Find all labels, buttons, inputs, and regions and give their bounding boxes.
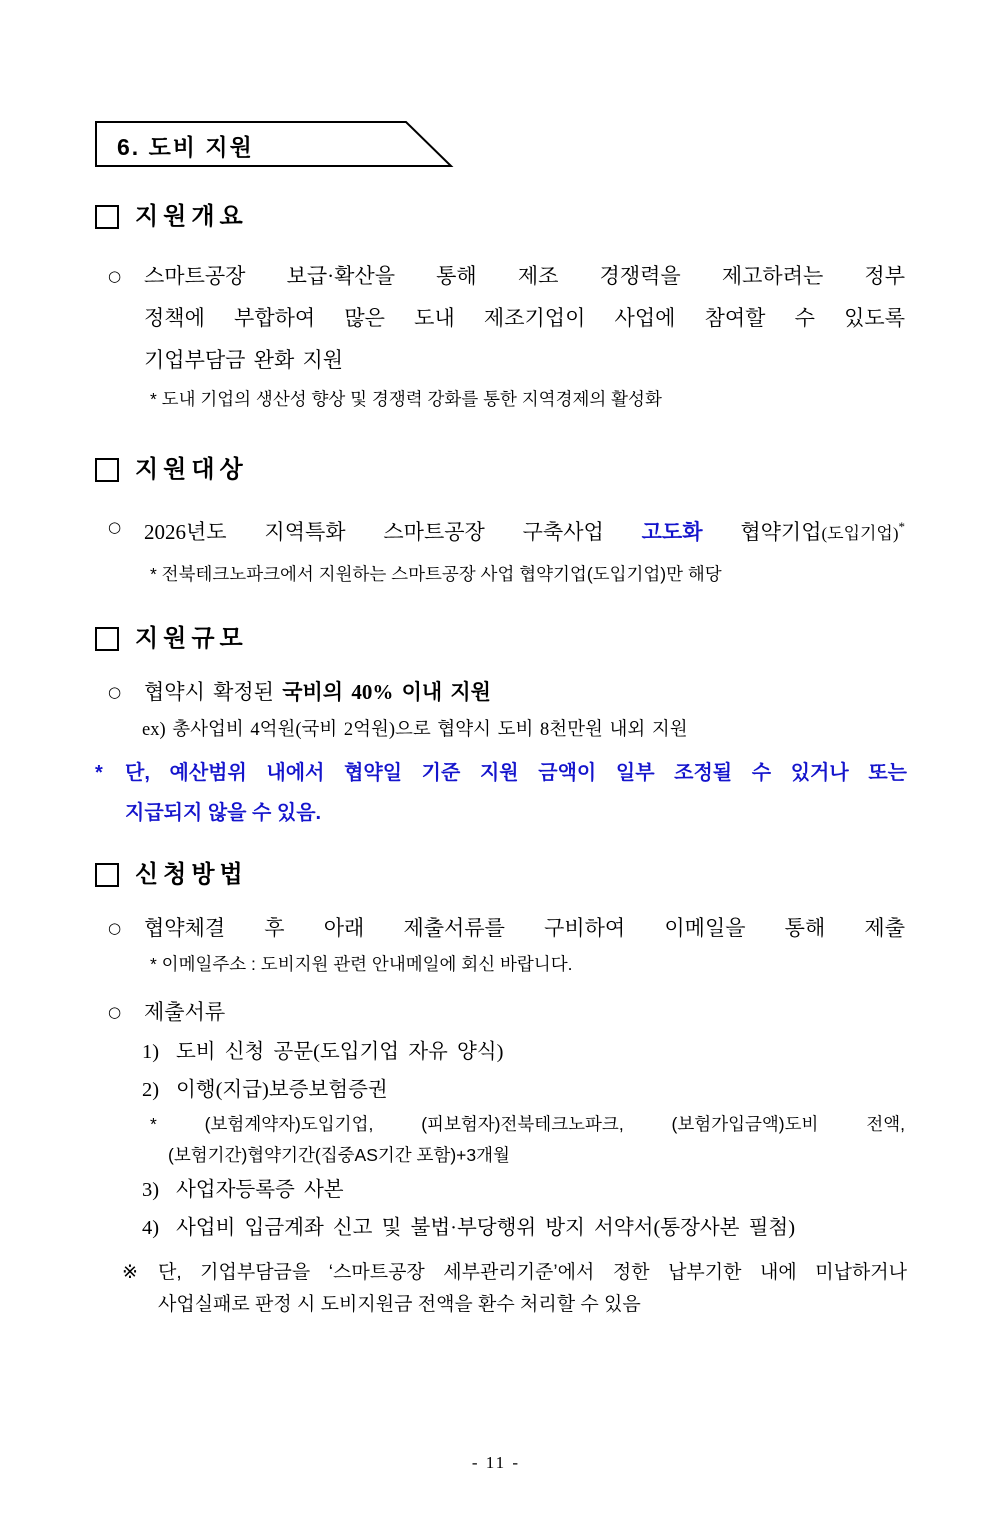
docs-bullet [108, 991, 905, 1033]
doc-item-2 [142, 1071, 905, 1109]
scale-bullet-text [144, 671, 905, 713]
overview-line-1: 스마트공장 보급·확산을 통해 제조 경쟁력을 제고하려는 정부 [144, 264, 905, 288]
target-note: * 전북테크노파크에서 지원하는 스마트공장 사업 협약기업(도입기업)만 해당 [150, 564, 722, 584]
scale-bullet [108, 671, 905, 713]
insurance-note [150, 1109, 905, 1171]
refund-warning [122, 1257, 907, 1321]
doc-text: 사업자등록증 사본 [176, 1179, 344, 1201]
refund-line-1: 단, 기업부담금을 ‘스마트공장 세부관리기준’에서 정한 납부기한 내에 미납하거나 [158, 1262, 907, 1283]
reference-mark-icon: ※ [122, 1262, 138, 1283]
overview-bullet-text [144, 255, 905, 381]
scale-text-bold: 국비의 40% 이내 지원 [282, 680, 491, 704]
doc-number: 4) [142, 1217, 160, 1239]
doc-text: 이행(지급)보증보험증권 [176, 1079, 388, 1101]
doc-text: 사업비 입금계좌 신고 및 불법·부당행위 방지 서약서(통장사본 필첨) [176, 1217, 796, 1239]
circle-bullet-icon: ○ [108, 1003, 122, 1021]
document-page [0, 121, 992, 1524]
section-heading-apply [95, 859, 992, 891]
doc-item-4 [142, 1209, 905, 1247]
checkbox-icon [95, 863, 119, 887]
budget-warning [95, 753, 907, 833]
email-note: * 이메일주소 : 도비지원 관련 안내메일에 회신 바랍니다. [150, 954, 573, 974]
apply-submit-bullet [108, 907, 905, 949]
section-heading-label: 지원대상 [135, 457, 248, 483]
page-title: 6. 도비 지원 [117, 134, 254, 160]
checkbox-icon [95, 205, 119, 229]
target-text-prefix: 2026년도 지역특화 스마트공장 구축사업 [144, 520, 642, 544]
doc-item-1 [142, 1033, 905, 1071]
docs-bullet-text: 제출서류 [144, 1000, 226, 1024]
overview-line-2: 정책에 부합하여 많은 도내 제조기업이 사업에 참여할 수 있도록 [144, 306, 905, 330]
checkbox-icon [95, 458, 119, 482]
target-text-highlight: 고도화 [641, 520, 703, 544]
doc-number: 3) [142, 1179, 160, 1201]
section-heading-label: 지원규모 [135, 626, 248, 652]
title-banner [95, 121, 455, 168]
doc-text: 도비 신청 공문(도입기업 자유 양식) [176, 1041, 504, 1063]
refund-line-2: 사업실패로 판정 시 도비지원금 전액을 환수 처리할 수 있음 [158, 1294, 641, 1315]
warning-line-2: 지급되지 않을 수 있음. [125, 802, 322, 824]
section-heading-target [95, 454, 992, 486]
target-text-superscript: * [898, 519, 905, 534]
circle-bullet-icon: ○ [108, 518, 122, 536]
target-text-paren: (도입기업) [821, 524, 899, 543]
section-heading-overview [95, 201, 992, 233]
section-heading-label: 신청방법 [135, 862, 248, 888]
circle-bullet-icon: ○ [108, 267, 122, 285]
doc-item-3 [142, 1171, 905, 1209]
insurance-note-line-1: * (보험계약자)도입기업, (피보험자)전북테크노파크, (보험가입금액)도비 전액, [150, 1114, 905, 1134]
circle-bullet-icon: ○ [108, 683, 122, 701]
scale-text-regular: 협약시 확정된 [144, 680, 283, 704]
target-bullet-text [144, 506, 905, 555]
budget-warning-text [125, 753, 907, 833]
asterisk-marker: * [95, 762, 103, 784]
scale-example: ex) 총사업비 4억원(국비 2억원)으로 협약시 도비 8천만원 내외 지원 [142, 720, 688, 740]
refund-warning-text [158, 1257, 907, 1321]
page-number: - 11 - [471, 1453, 521, 1472]
overview-note: * 도내 기업의 생산성 향상 및 경쟁력 강화를 통한 지역경제의 활성화 [150, 389, 662, 409]
target-text-main: 협약기업 [702, 520, 822, 544]
insurance-note-line-2: (보험기간)협약기간(집중AS기간 포함)+3개월 [168, 1145, 510, 1165]
apply-submit-text: 협약체결 후 아래 제출서류를 구비하여 이메일을 통해 제출 [144, 916, 905, 940]
section-heading-scale [95, 623, 992, 655]
overview-bullet [108, 255, 905, 381]
checkbox-icon [95, 627, 119, 651]
doc-number: 1) [142, 1041, 160, 1063]
section-heading-label: 지원개요 [135, 204, 248, 230]
circle-bullet-icon: ○ [108, 919, 122, 937]
warning-line-1: 단, 예산범위 내에서 협약일 기준 지원 금액이 일부 조정될 수 있거나 또는 [125, 762, 907, 784]
overview-line-3: 기업부담금 완화 지원 [144, 348, 344, 372]
doc-number: 2) [142, 1079, 160, 1101]
target-bullet [108, 506, 905, 555]
